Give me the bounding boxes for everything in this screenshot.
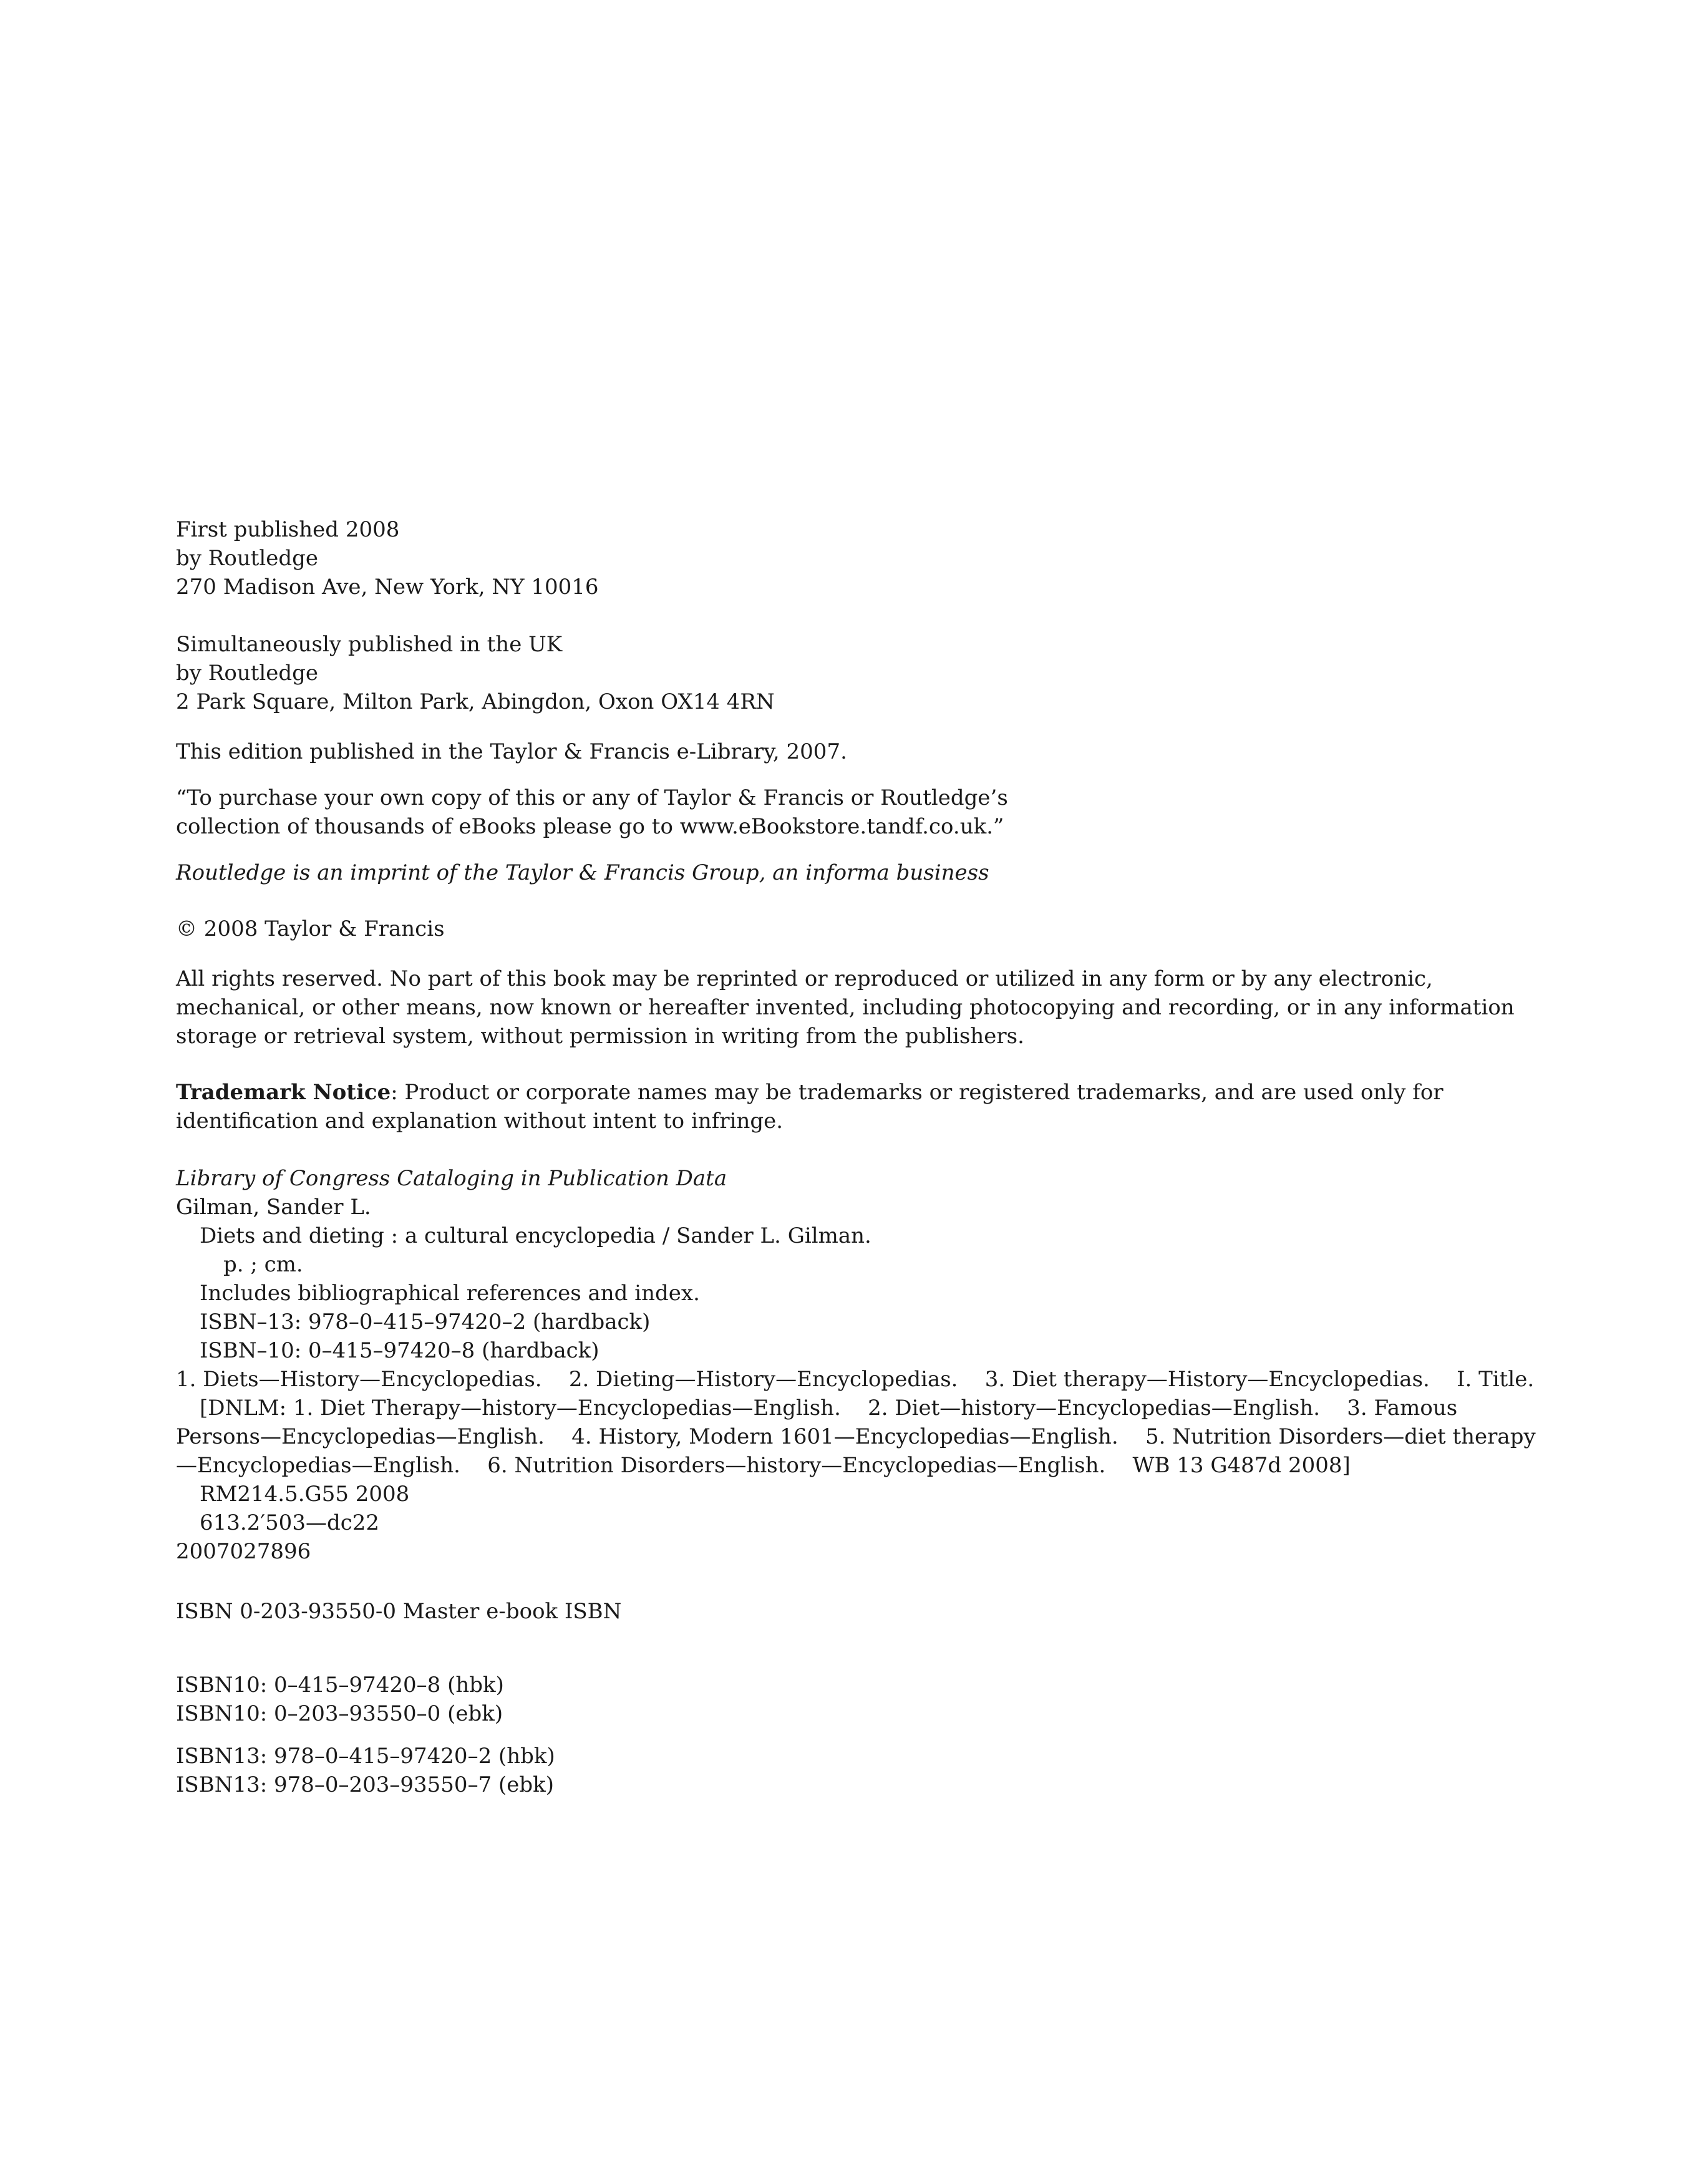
imprint-line: Routledge is an imprint of the Taylor & Francis Group, an informa business — [176, 860, 989, 885]
publisher-line: by Routledge — [176, 546, 319, 571]
cip-subjects: 1. Diets—History—Encyclopedias. 2. Dieting—History—Encyclopedias. 3. Diet therapy—History—Encyclopedias. I. Title. — [176, 1367, 1535, 1392]
master-isbn-line: ISBN 0-203-93550-0 Master e-book ISBN — [176, 1599, 622, 1624]
us-address-line: 270 Madison Ave, New York, NY 10016 — [176, 575, 599, 600]
us-publication-block — [176, 515, 1536, 601]
cip-isbn10: ISBN–10: 0–415–97420–8 (hardback) — [200, 1338, 599, 1363]
uk-publisher-line: by Routledge — [176, 661, 319, 686]
cip-pages: p. ; cm. — [223, 1252, 303, 1277]
rights-notice — [176, 964, 1536, 1051]
edition-line: This edition published in the Taylor & Francis e-Library, 2007. — [176, 739, 847, 764]
isbn10-ebk: ISBN10: 0–203–93550–0 (ebk) — [176, 1701, 503, 1726]
master-isbn-block — [176, 1597, 1536, 1626]
isbn10-hbk: ISBN10: 0–415–97420–8 (hbk) — [176, 1673, 504, 1698]
cip-includes: Includes bibliographical references and index. — [200, 1281, 700, 1306]
rights-text: All rights reserved. No part of this book may be reprinted or reproduced or utilized in any form or by any electronic, mechanical, or other means, now known or hereafter invented, including photocopying and recording, or in any information storage or retrieval system, without permission in writing from the publishers. — [176, 966, 1515, 1049]
cip-author: Gilman, Sander L. — [176, 1195, 371, 1220]
uk-address-line: 2 Park Square, Milton Park, Abingdon, Oxon OX14 4RN — [176, 689, 775, 714]
purchase-line-1: “To purchase your own copy of this or any of Taylor & Francis or Routledge’s — [176, 785, 1008, 810]
trademark-paragraph — [176, 1078, 1536, 1135]
trademark-text: : Product or corporate names may be trademarks or registered trademarks, and are used only for identification and explanation without intent to infringe. — [176, 1080, 1444, 1134]
cip-lc-class: RM214.5.G55 2008 — [200, 1482, 410, 1507]
purchase-note — [176, 784, 1536, 841]
isbn13-hbk: ISBN13: 978–0–415–97420–2 (hbk) — [176, 1744, 555, 1769]
isbn13-block — [176, 1742, 1536, 1799]
cip-dnlm: [DNLM: 1. Diet Therapy—history—Encyclopedias—English. 2. Diet—history—Encyclopedias—English. 3. Famous Persons—Encyclopedias—English. 4. History, Modern 1601—Encyclopedias—English. 5. Nutrition Disorders—diet therapy—Encyclopedias—English. 6. Nutrition Disorders—history—Encyclopedias—English. WB 13 G487d 2008] — [176, 1396, 1536, 1478]
cip-isbn13: ISBN–13: 978–0–415–97420–2 (hardback) — [200, 1309, 651, 1334]
copyright-line: © 2008 Taylor & Francis — [176, 916, 445, 941]
imprint-note — [176, 858, 1536, 887]
cip-data-block — [176, 1164, 1536, 1566]
cip-lccn: 2007027896 — [176, 1539, 311, 1564]
edition-note — [176, 737, 1536, 766]
first-published-line: First published 2008 — [176, 517, 400, 542]
cip-dewey: 613.2′503—dc22 — [200, 1510, 380, 1535]
purchase-line-2: collection of thousands of eBooks please go to www.eBookstore.tandf.co.uk.” — [176, 814, 1004, 839]
cip-heading: Library of Congress Cataloging in Publication Data — [176, 1166, 727, 1191]
uk-publication-block — [176, 630, 1536, 716]
cip-title: Diets and dieting : a cultural encyclopedia / Sander L. Gilman. — [200, 1223, 871, 1248]
trademark-notice — [176, 1078, 1536, 1135]
isbn10-block — [176, 1671, 1536, 1728]
isbn13-ebk: ISBN13: 978–0–203–93550–7 (ebk) — [176, 1772, 555, 1797]
uk-published-line: Simultaneously published in the UK — [176, 632, 563, 657]
trademark-label: Trademark Notice — [176, 1080, 391, 1105]
copyright-notice — [176, 915, 1536, 943]
